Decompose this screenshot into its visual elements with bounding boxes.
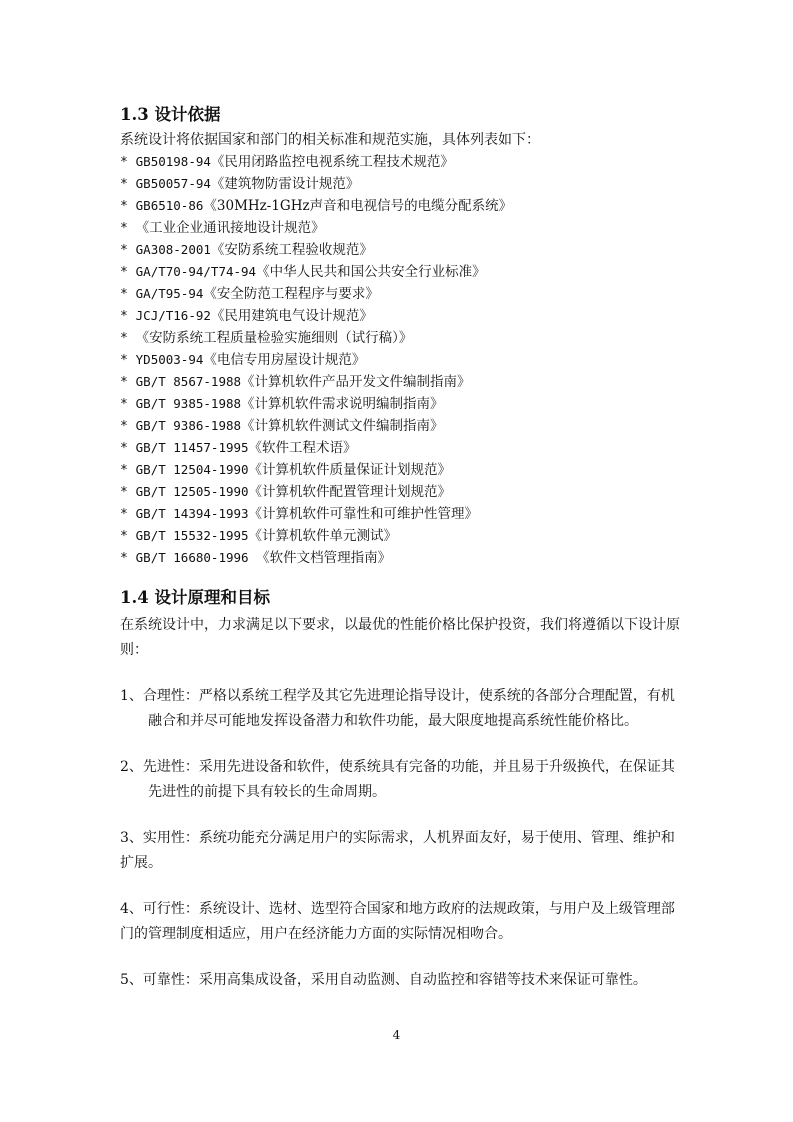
standard-title: 《工业企业通讯接地设计规范》 xyxy=(135,220,325,236)
list-bullet: * xyxy=(120,353,136,368)
standard-title: 《软件文档管理指南》 xyxy=(256,550,392,566)
list-bullet: * xyxy=(120,331,136,346)
principle-reliability: 5、可靠性：采用高集成设备，采用自动监测、自动监控和容错等技术来保证可靠性。 xyxy=(120,972,647,988)
section-1-3-title: 1.3 设计依据 xyxy=(120,105,221,124)
standard-title: 《中华人民共和国公共安全行业标准》 xyxy=(256,264,486,280)
standard-title: 《民用闭路监控电视系统工程技术规范》 xyxy=(210,154,454,170)
standard-code: GA/T95-94 xyxy=(135,286,204,301)
standard-code: GB/T 8567-1988 xyxy=(135,374,242,389)
list-bullet: * xyxy=(120,507,136,522)
standard-code: GB50198-94 xyxy=(135,154,211,169)
list-bullet: * xyxy=(120,551,136,566)
standard-code: GB/T 15532-1995 xyxy=(135,528,249,543)
standard-code: GA308-2001 xyxy=(135,242,211,257)
principle-practicality: 3、实用性：系统功能充分满足用户的实际需求，人机界面友好，易于使用、管理、维护和扩展。 xyxy=(120,830,675,871)
list-item xyxy=(120,283,680,305)
list-bullet: * xyxy=(120,485,136,500)
standard-code: GB/T 14394-1993 xyxy=(135,506,249,521)
standard-code: GB/T 9385-1988 xyxy=(135,396,242,411)
standard-code: GB/T 12504-1990 xyxy=(135,462,249,477)
list-bullet: * xyxy=(120,419,136,434)
list-bullet: * xyxy=(120,221,136,236)
standard-title: 《计算机软件单元测试》 xyxy=(248,528,398,544)
standard-code: GB/T 12505-1990 xyxy=(135,484,249,499)
standard-code: GB/T 9386-1988 xyxy=(135,418,242,433)
standard-title: 《软件工程术语》 xyxy=(248,440,357,456)
standard-title: 《计算机软件产品开发文件编制指南》 xyxy=(241,374,471,390)
list-bullet: * xyxy=(120,375,136,390)
list-item xyxy=(120,525,680,547)
list-bullet: * xyxy=(120,265,136,280)
list-item xyxy=(120,327,680,349)
list-item xyxy=(120,173,680,195)
standard-code: JCJ/T16-92 xyxy=(135,308,211,323)
list-bullet: * xyxy=(120,441,136,456)
list-item xyxy=(120,503,680,525)
standard-title: 《安防系统工程验收规范》 xyxy=(210,242,373,258)
standard-code: GB50057-94 xyxy=(135,176,211,191)
list-item xyxy=(120,481,680,503)
page-content xyxy=(120,100,680,1014)
list-item xyxy=(120,371,680,393)
list-bullet: * xyxy=(120,199,136,214)
list-item xyxy=(120,195,680,217)
standard-title: 《计算机软件配置管理计划规范》 xyxy=(248,484,452,500)
standard-title: 《30MHz-1GHz声音和电视信号的电缆分配系统》 xyxy=(203,198,513,214)
list-item xyxy=(120,437,680,459)
standard-title: 《计算机软件测试文件编制指南》 xyxy=(241,418,444,434)
section-1-4-intro: 在系统设计中，力求满足以下要求，以最优的性能价格比保护投资，我们将遵循以下设计原则： xyxy=(120,617,680,658)
standard-title: 《民用建筑电气设计规范》 xyxy=(210,308,373,324)
list-bullet: * xyxy=(120,287,136,302)
principle-rationality: 1、合理性：严格以系统工程学及其它先进理论指导设计，使系统的各部分合理配置，有机融合和并尽可能地发挥设备潜力和软件功能，最大限度地提高系统性能价格比。 xyxy=(120,688,675,729)
list-item xyxy=(120,459,680,481)
list-item xyxy=(120,547,680,569)
standards-list xyxy=(120,151,680,569)
list-item xyxy=(120,393,680,415)
standard-title: 《建筑物防雷设计规范》 xyxy=(210,176,360,192)
page-number: 4 xyxy=(392,1028,401,1042)
standard-title: 《安防系统工程质量检验实施细则（试行稿）》 xyxy=(135,330,413,346)
list-bullet: * xyxy=(120,155,136,170)
list-item xyxy=(120,349,680,371)
list-bullet: * xyxy=(120,309,136,324)
principle-advancement: 2、先进性：采用先进设备和软件，使系统具有完备的功能，并且易于升级换代，在保证其先进性的前提下具有较长的生命周期。 xyxy=(120,759,675,800)
list-bullet: * xyxy=(120,243,136,258)
standard-title: 《电信专用房屋设计规范》 xyxy=(203,352,366,368)
list-item xyxy=(120,305,680,327)
standard-code: GB/T 11457-1995 xyxy=(135,440,249,455)
list-item xyxy=(120,217,680,239)
standard-code: YD5003-94 xyxy=(135,352,204,367)
standard-title: 《计算机软件质量保证计划规范》 xyxy=(248,462,452,478)
principle-feasibility: 4、可行性：系统设计、选材、选型符合国家和地方政府的法规政策，与用户及上级管理部门的管理制度相适应，用户在经济能力方面的实际情况相吻合。 xyxy=(120,901,675,942)
list-bullet: * xyxy=(120,463,136,478)
list-bullet: * xyxy=(120,397,136,412)
standard-title: 《计算机软件可靠性和可维护性管理》 xyxy=(248,506,479,522)
list-bullet: * xyxy=(120,529,136,544)
standard-code: GB/T 16680-1996 xyxy=(135,550,257,565)
standard-code: GA/T70-94/T74-94 xyxy=(135,264,257,279)
list-item xyxy=(120,261,680,283)
list-item xyxy=(120,151,680,173)
list-bullet: * xyxy=(120,177,136,192)
list-item xyxy=(120,239,680,261)
section-1-4-title: 1.4 设计原理和目标 xyxy=(120,588,270,607)
section-1-3-intro: 系统设计将依据国家和部门的相关标准和规范实施，具体列表如下： xyxy=(120,132,540,148)
standard-code: GB6510-86 xyxy=(135,198,204,213)
standard-title: 《安全防范工程程序与要求》 xyxy=(203,286,379,302)
standard-title: 《计算机软件需求说明编制指南》 xyxy=(241,396,444,412)
list-item xyxy=(120,415,680,437)
